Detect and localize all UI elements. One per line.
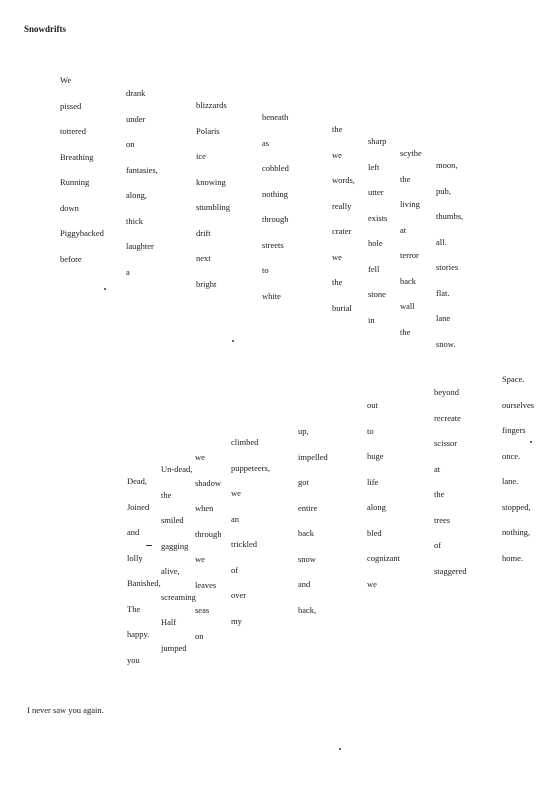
poem-word: smiled (161, 515, 184, 525)
poem-word: fell (368, 263, 380, 274)
poem-word: white (262, 290, 281, 301)
poem-word: nothing, (502, 527, 531, 537)
poem-word: of (231, 564, 239, 575)
poem-word: to (262, 265, 269, 275)
poem-word: trees (434, 514, 451, 525)
poem-word: drank (126, 88, 146, 98)
poem-word: jumped (161, 642, 187, 653)
poem-word: of (434, 540, 442, 550)
poem-word: down (60, 202, 79, 213)
poem-word: bled (367, 527, 382, 538)
poem-word: huge (367, 451, 384, 461)
poem-word: in (368, 314, 375, 325)
poem-word: scissor (434, 438, 458, 448)
poem-word: pissed (60, 100, 82, 111)
poem-word: back (400, 275, 417, 286)
poem-word: cobbled (262, 163, 289, 173)
poem-word: laughter (126, 241, 154, 251)
poem-word: thick (126, 215, 143, 226)
poem-word: we (332, 251, 342, 262)
poem-word: seas (195, 605, 210, 615)
poem-word: through (195, 528, 222, 539)
poem-word: alive, (161, 566, 180, 576)
poem-word: we (195, 452, 205, 462)
poem-word: and (127, 527, 140, 537)
poem-word: through (262, 214, 289, 224)
poem-word: Running (60, 177, 90, 187)
poem-word: over (231, 590, 247, 600)
poem-word: The (127, 603, 141, 614)
poem-word: nothing (262, 188, 288, 199)
poem-word: sharp (368, 136, 387, 146)
poem-word: next (196, 253, 211, 263)
poem-word: you (127, 654, 140, 665)
poem-word: once. (502, 450, 521, 461)
poem-word: the (332, 124, 343, 134)
poem-word: Half (161, 617, 177, 627)
poem-word: leaves (195, 579, 217, 590)
poem-word: words, (332, 175, 355, 185)
poem-word: got (298, 477, 309, 487)
poem-word: stories (436, 262, 459, 272)
poem-word: before (60, 253, 82, 264)
scan-speck (104, 288, 106, 290)
poem-word: we (231, 488, 241, 498)
poem-word: utter (368, 187, 384, 197)
poem-word: along (367, 502, 386, 512)
poem-word: ourselves (502, 399, 535, 410)
poem-word: all. (436, 236, 447, 247)
poem-word: crater (332, 226, 352, 236)
scan-speck (232, 340, 234, 342)
poem-word: lane. (502, 476, 519, 486)
poem-word: Un-dead, (161, 464, 193, 474)
poem-word: the (161, 489, 172, 500)
poem-word: recreate (434, 412, 461, 423)
poem-word: at (400, 224, 407, 235)
poem-word: terror (400, 250, 419, 260)
poem-word: entire (298, 502, 318, 513)
poem-word: lane (436, 313, 451, 323)
poem-word: climbed (231, 437, 259, 447)
poem-word: we (195, 554, 205, 564)
poem-word: tottered (60, 126, 86, 136)
poem-word: my (231, 615, 242, 626)
poem-title: Snowdrifts (24, 24, 67, 34)
poem-word: snow (298, 553, 316, 564)
poem-word: back (298, 528, 315, 538)
poem-word: thumbs, (436, 211, 464, 221)
poem-word: we (367, 578, 377, 589)
poem-word: on (195, 630, 204, 641)
poem-word: home. (502, 552, 524, 563)
poem-word: left (368, 161, 380, 172)
closing-line: I never saw you again. (27, 705, 104, 715)
scan-speck (530, 441, 532, 443)
poem-word: moon, (436, 160, 458, 170)
poem-word: Space. (502, 374, 525, 384)
poem-word: Polaris (196, 125, 220, 136)
poem-word: We (60, 75, 72, 85)
poem-word: flat. (436, 287, 450, 298)
poem-word: an (231, 513, 240, 524)
poem-word: stone (368, 289, 386, 299)
scan-speck (146, 545, 152, 546)
poem-word: to (367, 425, 374, 436)
poem-word: knowing (196, 176, 226, 187)
poem-word: lolly (127, 552, 143, 563)
poem-word: Dead, (127, 476, 148, 486)
poem-word: streets (262, 239, 284, 250)
poem-word: fantasies, (126, 164, 158, 175)
poem-word: under (126, 113, 146, 124)
poem-word: fingers (502, 425, 526, 435)
poem-word: bright (196, 278, 217, 289)
poem-word: puppeteers, (231, 462, 270, 473)
poem-word: the (400, 173, 411, 184)
poem-word: Joined (127, 501, 150, 512)
poem-word: blizzards (196, 100, 227, 110)
poem-word: snow. (436, 338, 456, 349)
poem-word: as (262, 137, 270, 148)
poem-word: we (332, 149, 342, 160)
poem-word: Piggybacked (60, 228, 104, 238)
poem-word: hole (368, 238, 383, 248)
poem-word: beneath (262, 112, 289, 122)
poem-word: at (434, 463, 441, 474)
poem-word: a (126, 266, 130, 277)
poem-word: life (367, 476, 379, 487)
poem-word: screaming (161, 591, 196, 602)
poem-word: drift (196, 227, 211, 238)
poem-word: out (367, 400, 378, 410)
poem-word: up, (298, 426, 309, 436)
poem-word: staggered (434, 565, 467, 576)
poem-word: cognizant (367, 553, 401, 563)
poem-word: stopped, (502, 501, 531, 512)
scan-speck (339, 748, 341, 750)
poem-word: the (332, 277, 343, 287)
poem-word: the (400, 326, 411, 337)
poem-word: along, (126, 190, 148, 200)
poem-word: Banished, (127, 578, 161, 588)
poem-word: pub, (436, 185, 451, 196)
poem-word: really (332, 200, 352, 211)
poem-word: stumbling (196, 202, 231, 212)
poem-word: shadow (195, 477, 221, 488)
poem-word: when (195, 503, 214, 513)
poem-word: beyond (434, 387, 460, 397)
poem-word: burial (332, 302, 352, 313)
poem-word: back, (298, 604, 317, 615)
poem-word: ice (196, 151, 206, 161)
poem-word: Breathing (60, 151, 94, 162)
poem-word: the (434, 489, 445, 499)
poem-word: wall (400, 301, 415, 311)
poem-word: exists (368, 212, 388, 223)
poem-word: living (400, 199, 420, 209)
poem-word: trickled (231, 539, 257, 549)
poem-word: gagging (161, 540, 189, 551)
poem-word: and (298, 579, 311, 589)
poem-word: on (126, 139, 135, 149)
poem-word: scythe (400, 148, 422, 158)
poem-word: impelled (298, 451, 328, 462)
poem-word: happy. (127, 629, 150, 639)
